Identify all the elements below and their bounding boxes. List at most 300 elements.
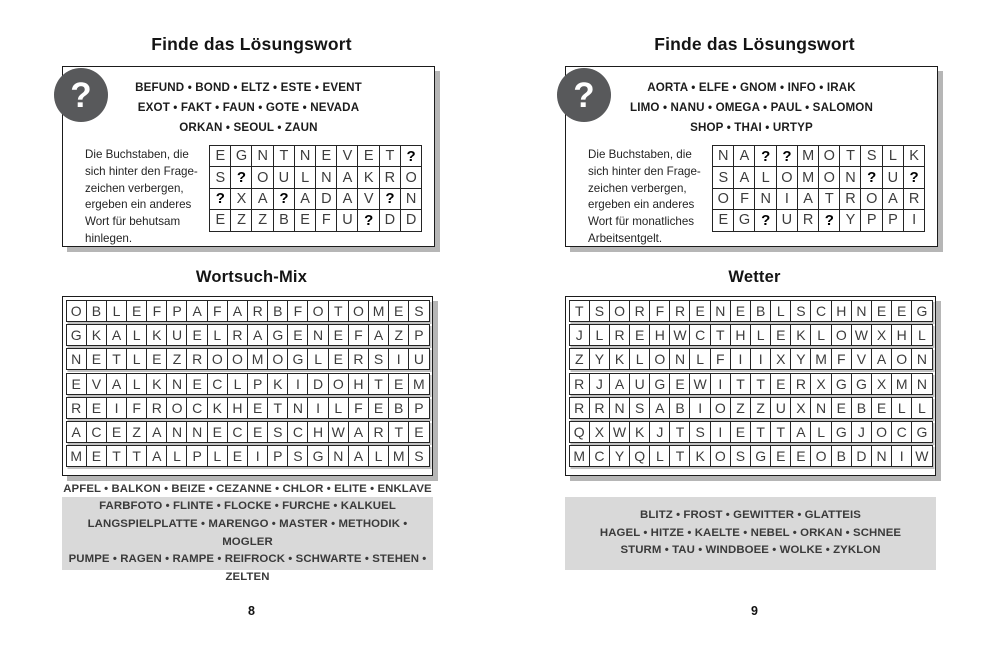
letter-cell: R [839, 188, 862, 211]
letter-cell: S [589, 300, 610, 322]
letter-cell: N [166, 373, 187, 395]
letter-cell: N [166, 421, 187, 443]
text-line: Wort für monatliches [588, 215, 695, 229]
wordsearch-title: Wetter [728, 268, 781, 286]
letter-cell: F [348, 324, 369, 346]
letter-cell: W [669, 324, 690, 346]
letter-cell: A [609, 373, 630, 395]
letter-cell: D [307, 373, 328, 395]
letter-cell: B [388, 397, 409, 419]
letter-cell: S [730, 445, 751, 467]
letter-cell: N [710, 300, 731, 322]
letter-cell: E [247, 421, 268, 443]
text-line: Wort für behutsam [85, 215, 181, 229]
letter-cell: S [287, 445, 308, 467]
letter-cell: U [273, 166, 296, 189]
letter-cell: E [770, 324, 791, 346]
letter-cell: L [294, 166, 317, 189]
letter-cell: W [609, 421, 630, 443]
letter-cell: E [247, 397, 268, 419]
letter-cell: N [754, 188, 777, 211]
text-line: sich hinter den Frage- [588, 164, 701, 178]
text-line: Arbeitsentgelt. [588, 231, 663, 245]
letter-cell: T [730, 373, 751, 395]
letter-cell: U [776, 209, 799, 232]
letter-cell: S [209, 166, 232, 189]
text-line: STURM • TAU • WINDBOEE • WOLKE • ZYKLON [620, 544, 881, 557]
letter-cell: L [649, 445, 670, 467]
letter-cell: U [629, 373, 650, 395]
letter-cell: R [227, 324, 248, 346]
letter-cell: E [106, 421, 127, 443]
letter-cell: N [712, 145, 735, 168]
hidden-letter-cell: ? [754, 145, 777, 168]
letter-cell: X [871, 373, 892, 395]
letter-cell: X [230, 188, 253, 211]
letter-cell: F [649, 300, 670, 322]
letter-cell: G [267, 324, 288, 346]
letter-cell: I [710, 421, 731, 443]
letter-cell: N [609, 397, 630, 419]
text-line: ORKAN • SEOUL • ZAUN [179, 121, 318, 134]
letter-cell: O [227, 348, 248, 370]
letter-cell: Z [750, 397, 771, 419]
letter-cell: I [710, 373, 731, 395]
letter-cell: E [730, 300, 751, 322]
letter-cell: Z [126, 421, 147, 443]
letter-cell: E [186, 324, 207, 346]
letter-cell: T [267, 397, 288, 419]
letter-cell: T [669, 445, 690, 467]
letter-cell: N [839, 166, 862, 189]
letter-cell: C [689, 324, 710, 346]
letter-cell: Z [230, 209, 253, 232]
text-line: LIMO • NANU • OMEGA • PAUL • SALOMON [630, 101, 873, 114]
letter-cell: O [810, 445, 831, 467]
letter-cell: N [911, 373, 932, 395]
letter-cell: A [348, 421, 369, 443]
letter-cell: G [733, 209, 756, 232]
letter-cell: J [851, 421, 872, 443]
letter-cell: T [368, 373, 389, 395]
solution-puzzle-box [565, 66, 938, 247]
wordsearch-title: Wortsuch-Mix [195, 268, 308, 286]
letter-cell: L [126, 324, 147, 346]
letter-cell: E [388, 373, 409, 395]
letter-cell: O [400, 166, 423, 189]
letter-cell: P [408, 397, 429, 419]
text-line: SHOP • THAI • URTYP [690, 121, 813, 134]
letter-cell: E [287, 324, 308, 346]
letter-cell: F [207, 300, 228, 322]
letter-cell: T [273, 145, 296, 168]
letter-cell: S [368, 348, 389, 370]
grid-row [209, 145, 422, 168]
letter-cell: R [629, 300, 650, 322]
letter-cell: T [770, 421, 791, 443]
letter-cell: Z [730, 397, 751, 419]
letter-cell: M [891, 373, 912, 395]
letter-cell: S [712, 166, 735, 189]
letter-cell: C [186, 397, 207, 419]
solution-word-list [63, 78, 434, 138]
letter-cell: X [790, 397, 811, 419]
page-number: 8 [248, 604, 255, 618]
letter-cell: Z [166, 348, 187, 370]
letter-cell: D [379, 209, 402, 232]
letter-cell: A [251, 188, 274, 211]
letter-cell: E [831, 397, 852, 419]
letter-cell: L [368, 445, 389, 467]
letter-cell: L [689, 348, 710, 370]
letter-cell: I [388, 348, 409, 370]
grid-row [66, 445, 430, 467]
letter-cell: M [368, 300, 389, 322]
letter-cell: I [307, 397, 328, 419]
letter-cell: M [408, 373, 429, 395]
letter-cell: L [750, 324, 771, 346]
letter-cell: O [712, 188, 735, 211]
letter-cell: E [146, 348, 167, 370]
grid-row [569, 348, 933, 370]
letter-cell: L [882, 145, 905, 168]
letter-cell: M [569, 445, 590, 467]
letter-cell: L [891, 397, 912, 419]
letter-cell: H [891, 324, 912, 346]
letter-cell: R [669, 300, 690, 322]
hidden-letter-cell: ? [209, 188, 232, 211]
letter-cell: W [851, 324, 872, 346]
letter-cell: E [871, 397, 892, 419]
letter-cell: A [336, 188, 359, 211]
letter-cell: S [860, 145, 883, 168]
text-line: Die Buchstaben, die [588, 148, 692, 161]
letter-cell: O [871, 421, 892, 443]
letter-cell: K [146, 373, 167, 395]
letter-cell: C [227, 421, 248, 443]
letter-cell: G [911, 300, 932, 322]
letter-cell: L [207, 445, 228, 467]
wordsearch-word-list [62, 482, 433, 583]
letter-cell: N [400, 188, 423, 211]
letter-cell: O [328, 373, 349, 395]
letter-cell: O [710, 397, 731, 419]
letter-cell: B [267, 300, 288, 322]
letter-cell: L [810, 324, 831, 346]
letter-cell: E [294, 209, 317, 232]
letter-cell: K [86, 324, 107, 346]
letter-cell: F [831, 348, 852, 370]
letter-cell: H [730, 324, 751, 346]
letter-cell: O [166, 397, 187, 419]
hidden-letter-cell: ? [818, 209, 841, 232]
letter-cell: N [328, 445, 349, 467]
letter-cell: R [589, 397, 610, 419]
letter-cell: E [689, 300, 710, 322]
letter-cell: K [267, 373, 288, 395]
letter-cell: N [294, 145, 317, 168]
letter-cell: S [629, 397, 650, 419]
letter-cell: A [348, 445, 369, 467]
letter-cell: J [569, 324, 590, 346]
letter-cell: C [86, 421, 107, 443]
letter-cell: E [86, 445, 107, 467]
letter-cell: V [357, 188, 380, 211]
letter-cell: N [66, 348, 87, 370]
letter-cell: E [388, 300, 409, 322]
letter-cell: K [689, 445, 710, 467]
letter-cell: L [629, 348, 650, 370]
letter-cell: L [328, 397, 349, 419]
letter-cell: R [569, 397, 590, 419]
letter-cell: C [810, 300, 831, 322]
solution-instructions [85, 147, 211, 248]
question-mark-icon: ? [557, 68, 611, 122]
letter-cell: P [166, 300, 187, 322]
letter-cell: Z [569, 348, 590, 370]
text-line: AORTA • ELFE • GNOM • INFO • IRAK [647, 81, 856, 94]
solution-letter-grid [209, 145, 422, 232]
letter-cell: A [368, 324, 389, 346]
letter-cell: Y [790, 348, 811, 370]
letter-cell: K [357, 166, 380, 189]
text-line: LANGSPIELPLATTE • MARENGO • MASTER • METHODIK • MOGLER [87, 517, 408, 548]
letter-cell: G [307, 445, 328, 467]
grid-row [66, 324, 430, 346]
letter-cell: T [126, 445, 147, 467]
grid-row [569, 397, 933, 419]
letter-cell: K [146, 324, 167, 346]
letter-cell: A [106, 373, 127, 395]
letter-cell: U [336, 209, 359, 232]
letter-cell: C [589, 445, 610, 467]
letter-cell: A [649, 397, 670, 419]
letter-cell: F [287, 300, 308, 322]
letter-cell: Z [251, 209, 274, 232]
letter-cell: O [348, 300, 369, 322]
solution-puzzle-title: Finde das Lösungswort [151, 34, 352, 54]
letter-cell: G [851, 373, 872, 395]
letter-cell: H [307, 421, 328, 443]
letter-cell: A [882, 188, 905, 211]
text-line: BLITZ • FROST • GEWITTER • GLATTEIS [640, 509, 861, 522]
letter-cell: C [207, 373, 228, 395]
letter-cell: X [871, 324, 892, 346]
letter-cell: T [710, 324, 731, 346]
letter-cell: F [348, 397, 369, 419]
letter-cell: L [770, 300, 791, 322]
letter-cell: M [66, 445, 87, 467]
text-line: EXOT • FAKT • FAUN • GOTE • NEVADA [137, 101, 360, 114]
letter-cell: G [911, 421, 932, 443]
letter-cell: P [860, 209, 883, 232]
letter-cell: L [207, 324, 228, 346]
letter-cell: R [609, 324, 630, 346]
letter-cell: E [86, 397, 107, 419]
letter-cell: E [66, 373, 87, 395]
letter-cell: L [166, 445, 187, 467]
letter-cell: O [649, 348, 670, 370]
letter-cell: L [754, 166, 777, 189]
letter-cell: B [831, 445, 852, 467]
letter-cell: E [629, 324, 650, 346]
letter-cell: A [146, 421, 167, 443]
letter-cell: G [831, 373, 852, 395]
letter-cell: A [146, 445, 167, 467]
letter-cell: B [86, 300, 107, 322]
letter-cell: A [106, 324, 127, 346]
letter-cell: E [669, 373, 690, 395]
letter-cell: H [227, 397, 248, 419]
letter-cell: T [379, 145, 402, 168]
grid-row [66, 300, 430, 322]
letter-cell: N [669, 348, 690, 370]
solution-puzzle-box [62, 66, 435, 247]
text-line: FARBFOTO • FLINTE • FLOCKE • FURCHE • KALKUEL [99, 500, 396, 513]
letter-cell: E [871, 300, 892, 322]
letter-cell: O [66, 300, 87, 322]
letter-cell: L [307, 348, 328, 370]
hidden-letter-cell: ? [754, 209, 777, 232]
letter-cell: W [911, 445, 932, 467]
grid-row [712, 166, 925, 189]
letter-cell: O [860, 188, 883, 211]
letter-cell: K [207, 397, 228, 419]
letter-cell: R [797, 209, 820, 232]
letter-cell: E [790, 445, 811, 467]
text-line: PUMPE • RAGEN • RAMPE • REIFROCK • SCHWARTE • STEHEN • ZELTEN [68, 553, 427, 583]
letter-cell: R [66, 397, 87, 419]
grid-row [569, 421, 933, 443]
letter-cell: G [287, 348, 308, 370]
letter-cell: E [315, 145, 338, 168]
letter-cell: I [730, 348, 751, 370]
letter-cell: T [750, 421, 771, 443]
letter-cell: Y [609, 445, 630, 467]
letter-cell: I [247, 445, 268, 467]
letter-cell: I [750, 348, 771, 370]
text-line: hinlegen. [85, 231, 133, 245]
text-line: zeichen verbergen, [85, 181, 184, 195]
letter-cell: U [882, 166, 905, 189]
letter-cell: L [126, 348, 147, 370]
letter-cell: A [336, 166, 359, 189]
letter-cell: F [315, 209, 338, 232]
letter-cell: R [368, 421, 389, 443]
letter-cell: T [750, 373, 771, 395]
letter-cell: E [209, 145, 232, 168]
letter-cell: P [186, 445, 207, 467]
grid-row [209, 166, 422, 189]
letter-cell: E [368, 397, 389, 419]
letter-cell: V [86, 373, 107, 395]
letter-cell: N [287, 397, 308, 419]
letter-cell: M [810, 348, 831, 370]
letter-cell: E [227, 445, 248, 467]
letter-cell: R [146, 397, 167, 419]
wordsearch-grid [565, 296, 936, 476]
letter-cell: J [589, 373, 610, 395]
grid-row [712, 209, 925, 232]
letter-cell: P [267, 445, 288, 467]
text-line: zeichen verbergen, [588, 181, 687, 195]
letter-cell: R [247, 300, 268, 322]
grid-row [66, 373, 430, 395]
letter-cell: V [851, 348, 872, 370]
letter-cell: E [357, 145, 380, 168]
solution-word-list [566, 78, 937, 138]
letter-cell: T [669, 421, 690, 443]
letter-cell: A [66, 421, 87, 443]
grid-row [66, 397, 430, 419]
letter-cell: L [106, 300, 127, 322]
letter-cell: S [790, 300, 811, 322]
letter-cell: H [831, 300, 852, 322]
letter-cell: A [294, 188, 317, 211]
letter-cell: P [408, 324, 429, 346]
letter-cell: B [750, 300, 771, 322]
letter-cell: L [810, 421, 831, 443]
letter-cell: L [227, 373, 248, 395]
hidden-letter-cell: ? [357, 209, 380, 232]
letter-cell: G [649, 373, 670, 395]
letter-cell: U [770, 397, 791, 419]
letter-cell: U [408, 348, 429, 370]
letter-cell: D [851, 445, 872, 467]
letter-cell: R [903, 188, 926, 211]
letter-cell: N [911, 348, 932, 370]
letter-cell: S [267, 421, 288, 443]
letter-cell: O [776, 166, 799, 189]
letter-cell: Z [388, 324, 409, 346]
letter-cell: I [903, 209, 926, 232]
letter-cell: D [400, 209, 423, 232]
letter-cell: Q [629, 445, 650, 467]
letter-cell: O [891, 348, 912, 370]
text-line: sich hinter den Frage- [85, 164, 198, 178]
solution-puzzle-title: Finde das Lösungswort [654, 34, 855, 54]
letter-cell: K [629, 421, 650, 443]
letter-cell: N [251, 145, 274, 168]
letter-cell: I [776, 188, 799, 211]
page-number: 9 [751, 604, 758, 618]
letter-cell: H [348, 373, 369, 395]
letter-cell: O [818, 166, 841, 189]
letter-cell: A [186, 300, 207, 322]
letter-cell: K [609, 348, 630, 370]
letter-cell: G [831, 421, 852, 443]
letter-cell: U [166, 324, 187, 346]
letter-cell: B [273, 209, 296, 232]
hidden-letter-cell: ? [860, 166, 883, 189]
letter-cell: B [851, 397, 872, 419]
letter-cell: R [379, 166, 402, 189]
grid-row [712, 145, 925, 168]
letter-cell: G [230, 145, 253, 168]
grid-row [569, 445, 933, 467]
letter-cell: A [247, 324, 268, 346]
letter-cell: I [106, 397, 127, 419]
letter-cell: O [609, 300, 630, 322]
text-line: APFEL • BALKON • BEIZE • CEZANNE • CHLOR • ELITE • ENKLAVE [63, 482, 432, 495]
letter-cell: L [589, 324, 610, 346]
letter-cell: F [710, 348, 731, 370]
grid-row [569, 300, 933, 322]
letter-cell: N [315, 166, 338, 189]
letter-cell: E [408, 421, 429, 443]
letter-cell: T [839, 145, 862, 168]
letter-cell: M [247, 348, 268, 370]
